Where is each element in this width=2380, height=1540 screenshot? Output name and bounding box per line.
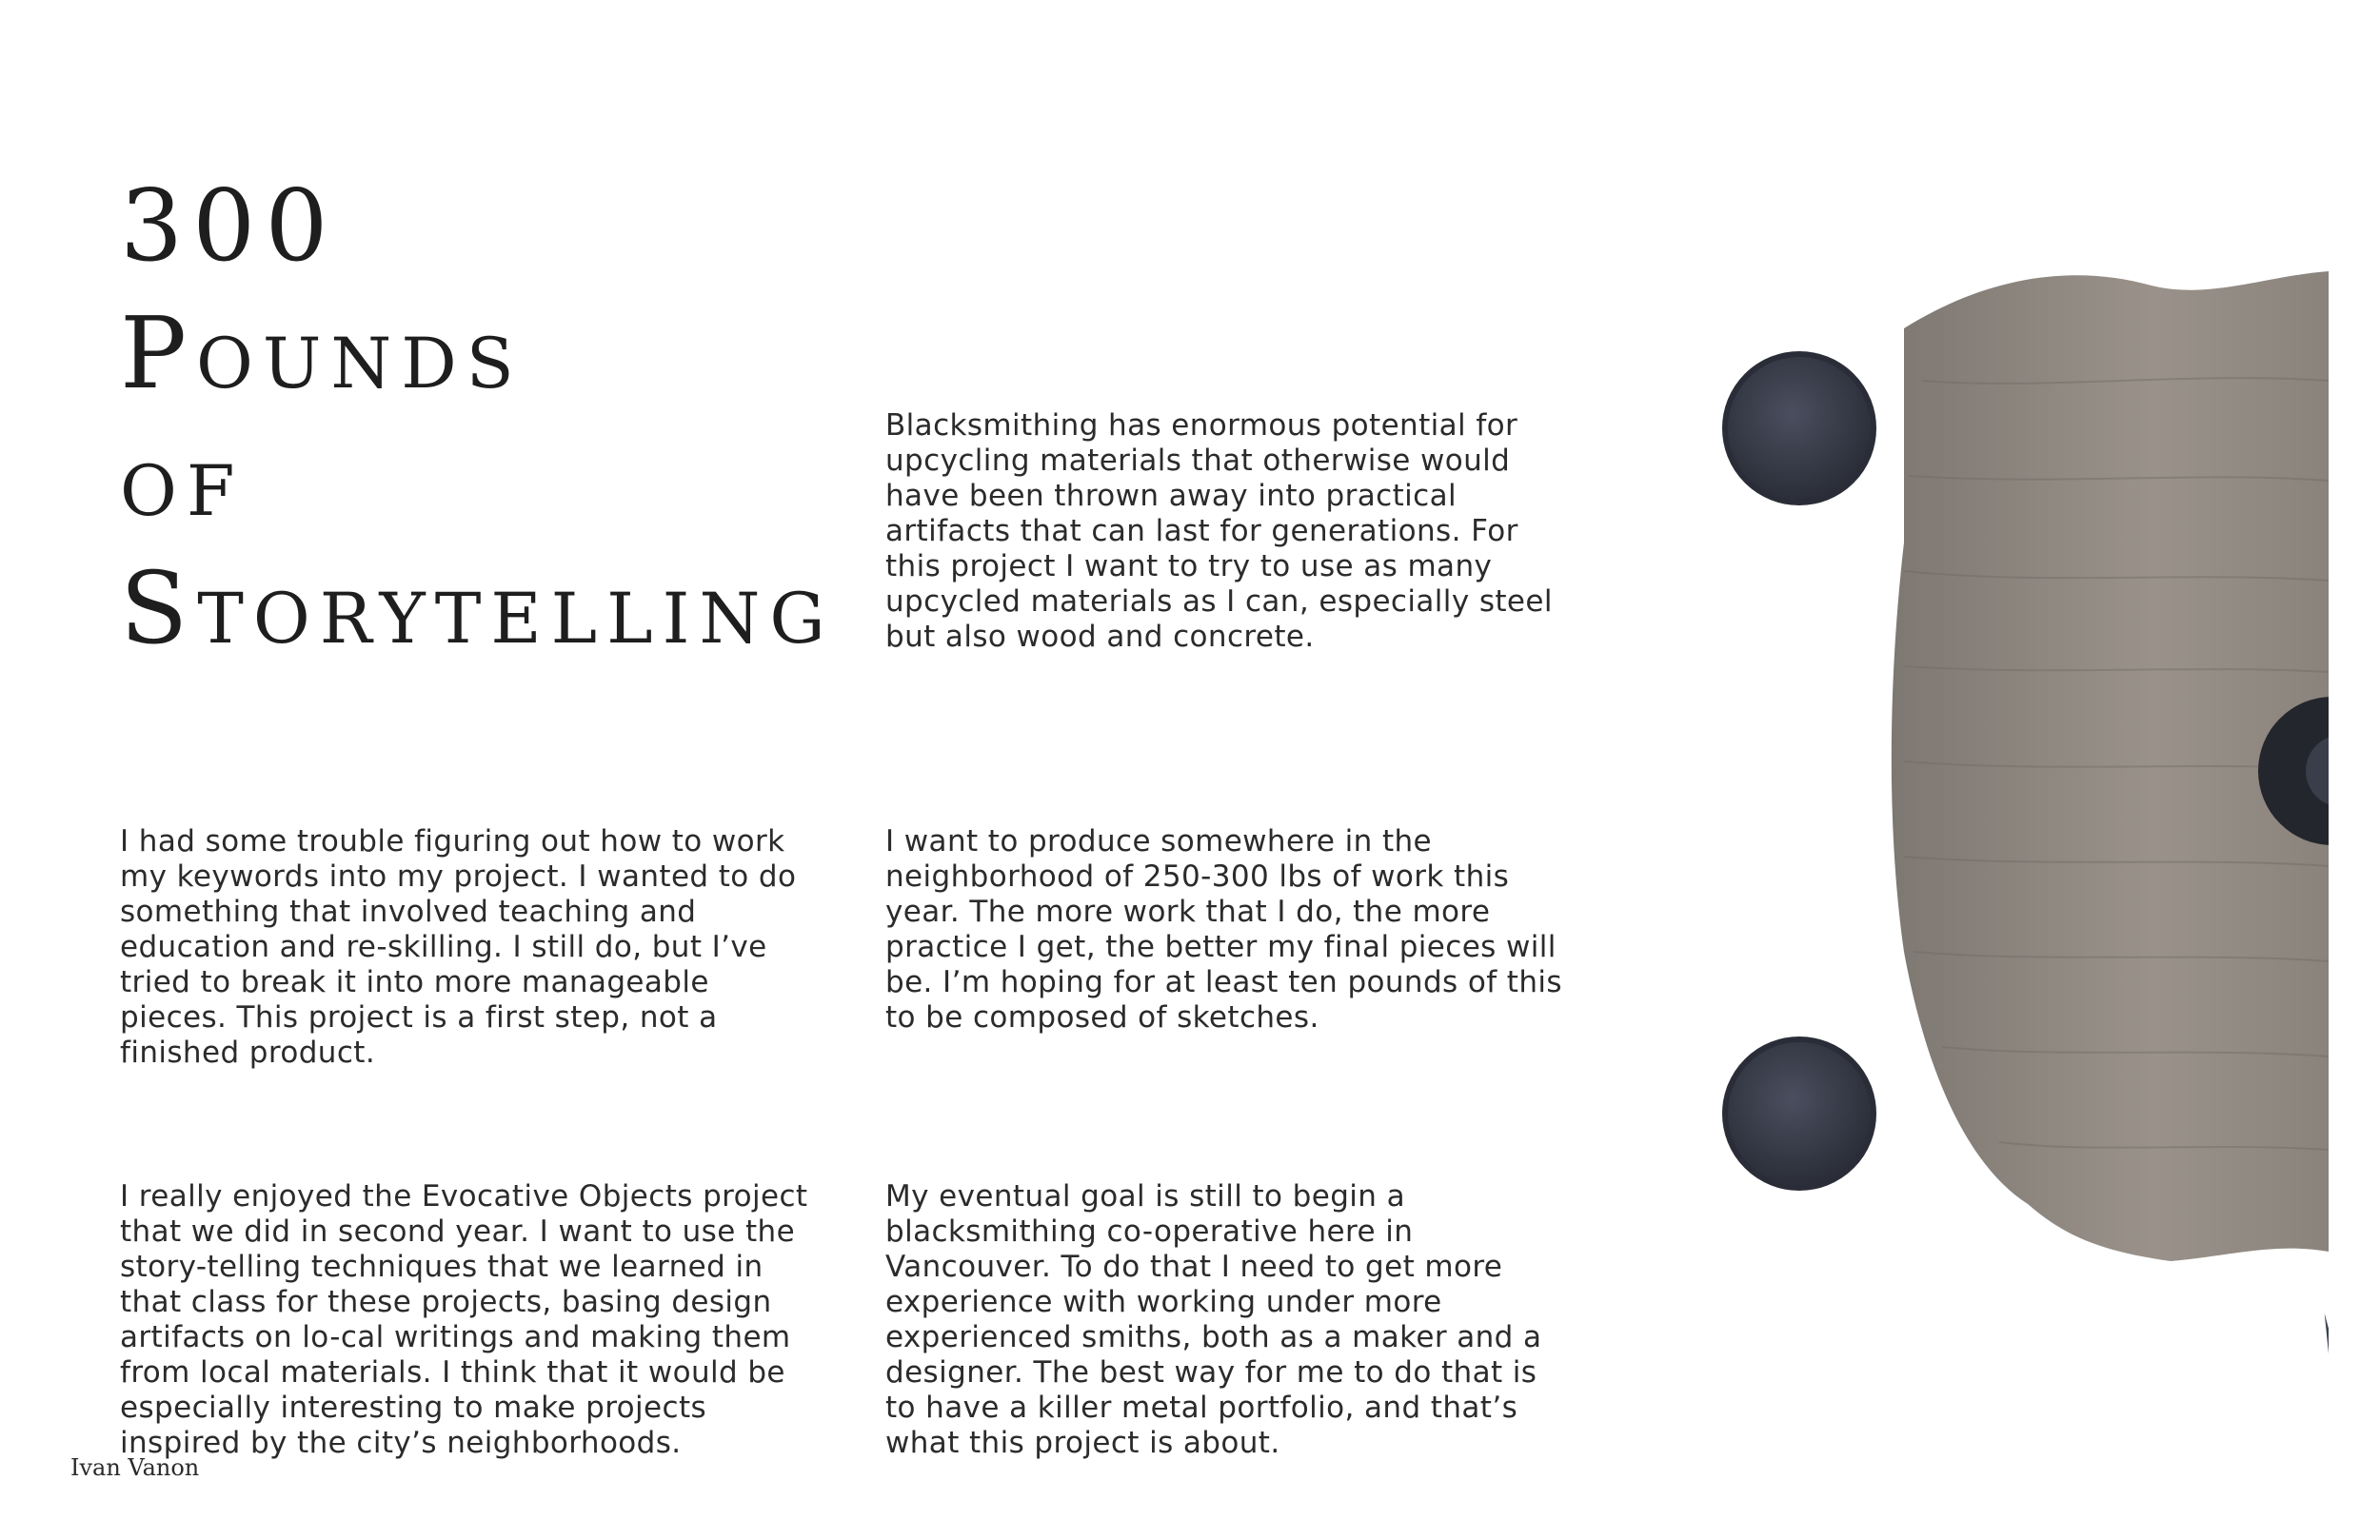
paragraph-blacksmithing: Blacksmithing has enormous potential for upcycling materials that otherwise would have been thrown away into practical artifacts that can last for generations. For this project I want to try to use as many upcycled materials as I can, especially steel but also wood and concrete.: [885, 408, 1553, 654]
paragraph-evocative-objects: I really enjoyed the Evocative Objects project that we did in second year. I want to use the story-telling techniques that we learned in that class for these projects, basing design artifacts on lo-cal writings and making them from local materials. I think that it would be especially interesting to make projects inspired by the city’s neighborhoods.: [120, 1179, 808, 1460]
title-line-4: Storytelling: [120, 550, 835, 666]
page-title: [120, 162, 863, 672]
title-line-3: of: [120, 423, 245, 539]
photo-right-edge: [2329, 133, 2331, 1466]
paragraph-keywords: I had some trouble figuring out how to work my keywords into my project. I wanted to do something that involved teaching and education and re-skilling. I still do, but I’ve tried to break it into more manageable pieces. This project is a first step, not a finished product.: [120, 824, 797, 1070]
paragraph-produce: I want to produce somewhere in the neighborhood of 250-300 lbs of work this year. The more work that I do, the more practice I get, the better my final pieces will be. I’m hoping for at least ten pounds of this to be composed of sketches.: [885, 824, 1562, 1035]
title-line-2: Pounds: [120, 295, 524, 411]
paragraph-goal: My eventual goal is still to begin a blacksmithing co-operative here in Vancouver. To do that I need to get more experience with working under more experienced smiths, both as a maker and a designer. The best way for me to do that is to have a killer metal portfolio, and that’s what this project is about.: [885, 1179, 1542, 1460]
title-line-1: 300: [120, 168, 338, 284]
bolt-top: [1725, 354, 1874, 503]
author-name: Ivan Vanon: [70, 1454, 200, 1481]
bolt-bottom: [1725, 1039, 1874, 1188]
sprocket-photo: [1618, 95, 2342, 1485]
